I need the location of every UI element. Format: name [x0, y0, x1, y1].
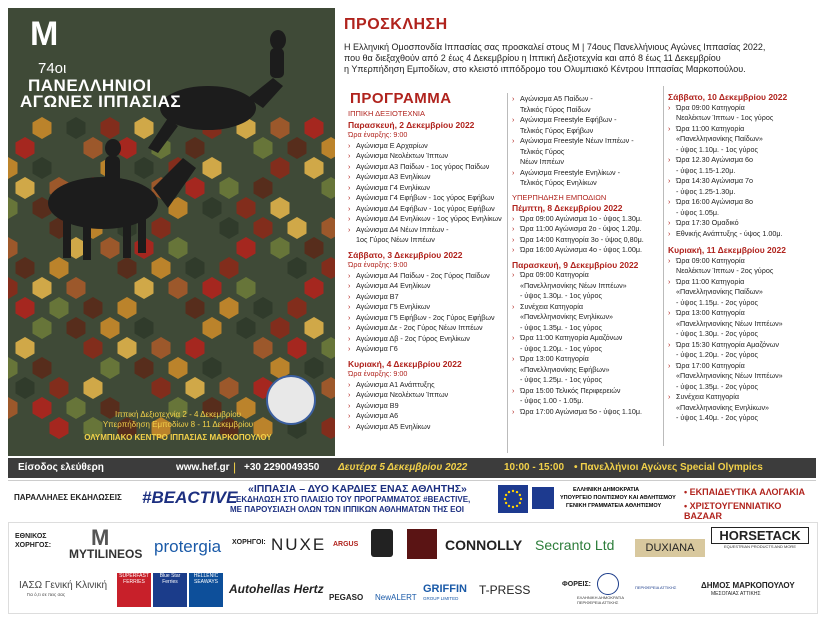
- pattern-hexagon: [237, 237, 256, 259]
- program-item: Τελικός Γύρος Παίδων: [520, 104, 591, 114]
- pattern-hexagon: [186, 337, 205, 359]
- supporters-label: ΦΟΡΕΙΣ:: [562, 581, 592, 588]
- pattern-hexagon: [84, 137, 103, 159]
- program-item: › Αγώνισμα Δ4 Νέων Ιππέων -: [348, 225, 506, 236]
- pattern-hexagon: [16, 337, 35, 359]
- sponsor-argus: ARGUS: [333, 541, 359, 548]
- program-item: › Ώρα 13:00 Κατηγορία: [512, 354, 662, 365]
- program-item: › Ώρα 11:00 Αγώνισμα 2ο - ύψος 1.20μ.: [512, 224, 662, 235]
- sponsor-protergia: protergia: [154, 537, 222, 556]
- pattern-hexagon: [33, 157, 52, 179]
- pattern-hexagon: [67, 117, 86, 139]
- pattern-hexagon: [237, 277, 256, 299]
- pattern-hexagon: [271, 117, 290, 139]
- program-item: › Ώρα 09:00 Κατηγορία: [668, 103, 814, 114]
- pattern-hexagon: [8, 397, 18, 419]
- poster-footer-venue: ΟΛΥΜΠΙΑΚΟ ΚΕΝΤΡΟ ΙΠΠΑΣΙΑΣ ΜΑΡΚΟΠΟΥΛΟΥ: [84, 433, 272, 442]
- program-item: › Ώρα 09:00 Αγώνισμα 1ο - ύψος 1.30μ.: [512, 214, 662, 225]
- pattern-hexagon: [8, 277, 18, 299]
- pattern-hexagon: [288, 297, 307, 319]
- pattern-hexagon: [84, 337, 103, 359]
- program-item: «Πανελληνιονίκης Νέων Ιππέων»: [676, 371, 783, 380]
- pattern-hexagon: [169, 277, 188, 299]
- pattern-hexagon: [152, 257, 171, 279]
- pattern-hexagon: [271, 317, 290, 339]
- eu-star: [505, 502, 507, 504]
- pattern-hexagon: [8, 197, 18, 219]
- pattern-hexagon: [67, 317, 86, 339]
- pattern-hexagon: [169, 237, 188, 259]
- pattern-hexagon: [322, 217, 336, 239]
- day-heading: Σάββατο, 10 Δεκεμβρίου 2022: [668, 92, 788, 102]
- pattern-hexagon: [203, 157, 222, 179]
- program-item: › Ώρα 17:30 Ομαδικό: [668, 218, 814, 229]
- poster-footer-line1: Ιππική Δεξιοτεχνία 2 - 4 Δεκεμβρίου: [114, 410, 242, 419]
- pattern-hexagon: [101, 317, 120, 339]
- program-item: - ύψος 1.25μ. - 1ος γύρος: [520, 375, 602, 384]
- program-item: - ύψος 1.35μ. - 2ος γύρος: [676, 381, 758, 391]
- pattern-hexagon: [16, 297, 35, 319]
- pattern-hexagon: [220, 257, 239, 279]
- sponsor-iaso-tagline: Για ό,τι σε πεις σας: [27, 592, 66, 597]
- program-item: › Ώρα 09:00 Κατηγορία: [512, 270, 662, 281]
- pattern-hexagon: [220, 297, 239, 319]
- program-item: «Πανελληνιονίκης Νέων Ιππέων»: [676, 318, 783, 328]
- sponsors-panel: [8, 522, 818, 614]
- info-bar: Είσοδος ελεύθερη www.hef.gr | +30 2290049350 Δευτέρα 5 Δεκεμβρίου 2022 10:00 - 15:00 • Πανελλήνιοι Αγώνες Special Olympics: [8, 458, 816, 478]
- pattern-hexagon: [203, 317, 222, 339]
- pattern-hexagon: [271, 157, 290, 179]
- eu-star: [520, 498, 522, 500]
- parallel-events-bar: [8, 480, 816, 519]
- program-item: - ύψος 1.25-1.30μ.: [676, 186, 736, 196]
- special-olympics-event: • Πανελλήνιοι Αγώνες Special Olympics: [574, 462, 763, 473]
- eu-star: [512, 506, 514, 508]
- eu-star: [519, 494, 521, 496]
- pattern-hexagon: [305, 157, 324, 179]
- program-item: Νεολέκτων Ίππων - 2ος γύρος: [676, 266, 774, 275]
- sponsor-secranto: Secranto Ltd: [535, 537, 615, 553]
- pattern-hexagon: [220, 377, 239, 399]
- pattern-hexagon: [186, 377, 205, 399]
- beactive-logo: #BEACTIVE: [142, 488, 238, 507]
- sponsor-nuxe: NUXE: [271, 535, 327, 554]
- pattern-hexagon: [16, 257, 35, 279]
- pattern-hexagon: [16, 377, 35, 399]
- pattern-hexagon: [322, 337, 336, 359]
- christmas-bazaar-label: • ΧΡΙΣΤΟΥΓΕΝΝΙΑΤΙΚΟ BAZAAR: [684, 501, 782, 521]
- program-item: › Ώρα 09:00 Κατηγορία: [668, 256, 814, 267]
- eu-flag-icon: [498, 485, 528, 513]
- pattern-hexagon: [169, 357, 188, 379]
- ministry-line3: ΓΕΝΙΚΗ ΓΡΑΜΜΑΤΕΙΑ ΑΘΛΗΤΙΣΜΟΥ: [566, 503, 662, 509]
- pattern-hexagon: [322, 177, 336, 199]
- program-item: › Ώρα 13:00 Κατηγορία: [668, 308, 814, 319]
- eu-star: [516, 491, 518, 493]
- day-heading: Παρασκευή, 9 Δεκεμβρίου 2022: [512, 259, 639, 270]
- pattern-hexagon: [305, 357, 324, 379]
- sponsor-mytilineos: MYTILINEOS: [69, 547, 143, 561]
- day-heading: Κυριακή, 11 Δεκεμβρίου 2022: [668, 245, 786, 255]
- program-item: › Εθνικής Ανάπτυξης - ύψος 1.00μ.: [668, 229, 814, 240]
- poster-footer-line2: Υπερπήδηση Εμποδίων 8 - 11 Δεκεμβρίου: [102, 420, 254, 429]
- sponsors-label: ΧΟΡΗΓΟΙ:: [232, 539, 266, 546]
- pattern-hexagon: [186, 137, 205, 159]
- pattern-hexagon: [84, 377, 103, 399]
- program-item: › Ώρα 14:30 Αγώνισμα 7ο: [668, 176, 814, 187]
- sponsor-duxiana: DUXIANA: [635, 539, 705, 557]
- pattern-hexagon: [101, 357, 120, 379]
- pattern-hexagon: [288, 137, 307, 159]
- parallel-event-title: «ΙΠΠΑΣΙΑ – ΔΥΟ ΚΑΡΔΙΕΣ ΕΝΑΣ ΑΘΛΗΤΗΣ»: [248, 483, 467, 495]
- sponsor-connolly: CONNOLLY: [445, 537, 523, 553]
- program-item: «Πανελληνιονίκης Εφήβων»: [520, 364, 610, 374]
- sport-emblem-icon: [532, 487, 554, 509]
- pattern-hexagon: [101, 117, 120, 139]
- program-item: › Αγώνισμα Freestyle Ενηλίκων -: [512, 168, 662, 179]
- start-time: Ώρα έναρξης: 9:00: [348, 369, 408, 378]
- special-olympics-time: 10:00 - 15:00: [504, 462, 565, 473]
- pattern-hexagon: [271, 197, 290, 219]
- pattern-hexagon: [50, 257, 69, 279]
- program-item: › Ώρα 15:30 Κατηγορία Αμαζόνων: [668, 340, 814, 351]
- program-item: - ύψος 1.30μ. - 1ος γύρος: [520, 291, 602, 300]
- national-sponsor-label: ΕΘΝΙΚΟΣ: [15, 533, 47, 540]
- program-item: › Αγώνισμα Νεολέκτων Ίππων: [348, 151, 506, 162]
- pattern-hexagon: [203, 357, 222, 379]
- program-item: Νεολέκτων Ίππων - 1ος γύρος: [676, 113, 774, 122]
- pattern-hexagon: [254, 297, 273, 319]
- sponsor-newalert: NewALERT: [375, 593, 417, 602]
- pattern-hexagon: [322, 137, 336, 159]
- program-item: › Ώρα 11:00 Κατηγορία Αμαζόνων: [512, 333, 662, 344]
- program-item: › Ώρα 16:00 Αγώνισμα 4ο - ύψος 1.00μ.: [512, 245, 662, 256]
- pattern-hexagon: [8, 237, 18, 259]
- pattern-hexagon: [135, 357, 154, 379]
- program-item: › Αγώνισμα Νεολέκτων Ίππων: [348, 390, 506, 401]
- parallel-event-sub1: ΕΚΔΗΛΩΣΗ ΣΤΟ ΠΛΑΙΣΙΟ ΤΟΥ ΠΡΟΓΡΑΜΜΑΤΟΣ #BEACTIVE,: [236, 495, 471, 504]
- program-item: › Ώρα 12.30 Αγώνισμα 6ο: [668, 155, 814, 166]
- program-item: › Αγώνισμα Α3 Ενηλίκων: [348, 172, 506, 183]
- program-item: «Πανελληνιονίκης Ενηλίκων»: [676, 402, 770, 412]
- pattern-hexagon: [135, 157, 154, 179]
- program-item: - ύψος 1.15μ. - 2ος γύρος: [676, 297, 758, 307]
- eu-star: [505, 494, 507, 496]
- pattern-hexagon: [305, 317, 324, 339]
- program-item: - ύψος 1.35μ. - 1ος γύρος: [520, 322, 602, 332]
- sponsor-crest-icon: [407, 529, 437, 559]
- pattern-hexagon: [203, 277, 222, 299]
- pattern-hexagon: [152, 337, 171, 359]
- pattern-hexagon: [220, 177, 239, 199]
- pattern-hexagon: [33, 277, 52, 299]
- program-item: Τελικός Γύρος Εφήβων: [520, 125, 594, 135]
- pattern-hexagon: [67, 397, 86, 419]
- pattern-hexagon: [33, 117, 52, 139]
- program-item: › Ώρα 17:00 Κατηγορία: [668, 361, 814, 372]
- poster-title-line1: ΠΑΝΕΛΛΗΝΙΟΙ: [28, 76, 152, 95]
- program-item: › Ώρα 14:00 Κατηγορία 3ο - ύψος 0,80μ.: [512, 235, 662, 246]
- pattern-hexagon: [118, 337, 137, 359]
- pattern-hexagon: [305, 237, 324, 259]
- section-dressage: ΙΠΠΙΚΗ ΔΕΞΙΟΤΕΧΝΙΑ: [348, 109, 425, 118]
- day-heading: Πέμπτη, 8 Δεκεμβρίου 2022: [512, 203, 623, 213]
- program-column-2: [512, 94, 662, 417]
- pattern-hexagon: [50, 377, 69, 399]
- program-item: Νέων Ιππέων: [520, 157, 564, 166]
- program-item: › Αγώνισμα Α4 Ενηλίκων: [348, 281, 506, 292]
- event-poster: [8, 8, 335, 456]
- section-show-jumping: ΥΠΕΡΠΗΔΗΣΗ ΕΜΠΟΔΙΩΝ: [512, 192, 607, 202]
- m-logo: M: [30, 15, 59, 53]
- program-item: › Αγώνισμα Α3 Παίδων - 1ος γύρος Παίδων: [348, 162, 506, 173]
- pattern-hexagon: [50, 417, 69, 439]
- program-heading: ΠΡΟΓΡΑΜΜΑ: [350, 90, 452, 107]
- program-item: - ύψος 1.10μ. - 1ος γύρος: [676, 144, 758, 154]
- ministry-line2: ΥΠΟΥΡΓΕΙΟ ΠΟΛΙΤΙΣΜΟΥ ΚΑΙ ΑΘΛΗΤΙΣΜΟΥ: [560, 495, 676, 501]
- pattern-hexagon: [84, 297, 103, 319]
- sponsor-badge-icon: [371, 529, 393, 557]
- day-heading: Σάββατο, 3 Δεκεμβρίου 2022: [348, 249, 463, 260]
- pattern-hexagon: [135, 317, 154, 339]
- pattern-hexagon: [254, 217, 273, 239]
- day-heading: Παρασκευή, 2 Δεκεμβρίου 2022: [348, 119, 475, 130]
- pattern-hexagon: [8, 357, 18, 379]
- sponsor-autohellas: Autohellas Hertz: [229, 582, 324, 596]
- program-item: › Αγώνισμα Β9: [348, 401, 506, 412]
- pattern-hexagon: [237, 317, 256, 339]
- horse-emblem-icon: [267, 376, 315, 424]
- pattern-hexagon: [322, 377, 336, 399]
- pattern-hexagon: [288, 257, 307, 279]
- program-item: › Αγώνισμα Γ5 Ενηλίκων: [348, 302, 506, 313]
- pattern-hexagon: [305, 117, 324, 139]
- program-item: «Πανελληνιονίκης Παίδων»: [676, 287, 763, 296]
- invite-text-line1: Η Ελληνική Ομοσπονδία Ιππασίας σας προσκαλεί στους Μ | 74ους Πανελλήνιους Αγώνες Ιππασίας 2022,: [344, 42, 766, 52]
- program-item: › Αγώνισμα Freestyle Νέων Ιππέων -: [512, 136, 662, 147]
- program-item: - ύψος 1.40μ. - 2ος γύρος: [676, 413, 758, 422]
- phone-number: +30 2290049350: [244, 462, 320, 473]
- sponsor-griffin-sub: GROUP LIMITED: [423, 596, 459, 601]
- pattern-hexagon: [101, 237, 120, 259]
- program-item: - ύψος 1.15-1.20μ.: [676, 165, 736, 175]
- start-time: Ώρα έναρξης: 9:00: [348, 130, 408, 139]
- mytilineos-m-icon: M: [91, 525, 110, 550]
- program-item: › Αγώνισμα Γ4 Εφήβων - 1ος γύρος Εφήβων: [348, 193, 506, 204]
- pattern-hexagon: [16, 177, 35, 199]
- start-time: Ώρα έναρξης: 9:00: [348, 260, 408, 269]
- sponsor-griffin: GRIFFIN: [423, 583, 467, 595]
- sponsor-superfast: SUPERFAST FERRIES: [117, 573, 151, 607]
- pattern-hexagon: [33, 397, 52, 419]
- pattern-hexagon: [135, 277, 154, 299]
- pattern-hexagon: [152, 377, 171, 399]
- eu-star: [508, 491, 510, 493]
- program-item: › Αγώνισμα Α6: [348, 411, 506, 422]
- program-item: «Πανελληνιονίκης Ενηλίκων»: [520, 312, 614, 321]
- program-item: › Αγώνισμα Α4 Παίδων - 2ος Γύρος Παίδων: [348, 271, 506, 282]
- national-sponsor-label-2: ΧΟΡΗΓΟΣ:: [15, 542, 52, 549]
- sponsor-markopoulo: ΔΗΜΟΣ ΜΑΡΚΟΠΟΥΛΟΥ: [701, 581, 795, 590]
- program-panel: [340, 8, 816, 456]
- pattern-hexagon: [220, 217, 239, 239]
- sponsor-markopoulo-sub: ΜΕΣΟΓΑΙΑΣ ΑΤΤΙΚΗΣ: [711, 591, 761, 597]
- sponsor-regional-emblem: ΠΕΡΙΦΕΡΕΙΑ ΑΤΤΙΚΗΣ: [635, 585, 677, 590]
- program-item: › Ώρα 17:00 Αγώνισμα 5ο - ύψος 1.10μ.: [512, 407, 662, 418]
- eu-star: [504, 498, 506, 500]
- program-item: › Αγώνισμα Β7: [348, 292, 506, 303]
- free-entry-label: Είσοδος ελεύθερη: [18, 462, 104, 473]
- pattern-hexagon: [237, 197, 256, 219]
- day-heading: Κυριακή, 4 Δεκεμβρίου 2022: [348, 358, 462, 369]
- program-item: › Αγώνισμα Γ4 Ενηλίκων: [348, 183, 506, 194]
- program-item: › Ώρα 11:00 Κατηγορία: [668, 277, 814, 288]
- pattern-hexagon: [186, 257, 205, 279]
- program-item: › Αγώνισμα Α5 Παίδων -: [512, 94, 662, 105]
- eu-star: [508, 505, 510, 507]
- pattern-hexagon: [135, 117, 154, 139]
- sponsor-bluestar: Blue Star Ferries: [153, 573, 187, 607]
- region-attica: ΠΕΡΙΦΕΡΕΙΑ ΑΤΤΙΚΗΣ: [577, 600, 619, 605]
- program-item: › Συνέχεια Κατηγορία: [668, 392, 814, 403]
- pattern-hexagon: [16, 137, 35, 159]
- program-item: - ύψος 1.05μ.: [676, 207, 720, 217]
- program-item: «Πανελληνιονίκης Νέων Ιππέων»: [520, 280, 627, 290]
- program-item: › Αγώνισμα Γ5 Εφήβων - 2ος Γύρος Εφήβων: [348, 313, 506, 324]
- program-item: › Συνέχεια Κατηγορία: [512, 302, 662, 313]
- sponsor-hellenic-seaways: HELLENIC SEAWAYS: [189, 573, 223, 607]
- region-line1: ΕΛΛΗΝΙΚΗ ΔΗΜΟΚΡΑΤΙΑ: [577, 595, 624, 600]
- educational-ponies-label: • ΕΚΠΑΙΔΕΥΤΙΚΑ ΑΛΟΓΑΚΙΑ: [684, 487, 805, 497]
- program-item: › Αγώνισμα Ε Αρχαρίων: [348, 141, 506, 152]
- pattern-hexagon: [322, 257, 336, 279]
- pattern-hexagon: [152, 217, 171, 239]
- pattern-hexagon: [67, 277, 86, 299]
- program-item: › Αγώνισμα Δβ - 2ος Γύρος Ενηλίκων: [348, 334, 506, 345]
- pattern-hexagon: [305, 277, 324, 299]
- pattern-hexagon: [271, 237, 290, 259]
- program-column-1: [348, 109, 506, 432]
- pattern-hexagon: [50, 297, 69, 319]
- eu-star: [516, 505, 518, 507]
- pattern-hexagon: [33, 357, 52, 379]
- eu-star: [512, 490, 514, 492]
- sponsor-horsetack: HORSETACK EQUESTRIAN PRODUCTS AND MORE: [711, 527, 809, 557]
- program-item: - ύψος 1.00 - 1.05μ.: [520, 396, 584, 405]
- pattern-hexagon: [8, 157, 18, 179]
- pattern-hexagon: [203, 197, 222, 219]
- sponsor-tpress: T-PRESS: [479, 583, 531, 597]
- program-item: 1ος Γύρος Νέων Ιππέων: [356, 235, 435, 244]
- pattern-hexagon: [254, 337, 273, 359]
- invite-text-line2: που θα διεξαχθούν από 2 έως 4 Δεκεμβρίου η Ιππική Δεξιοτεχνία και από 8 έως 11 Δεκεμβρίου: [344, 53, 721, 63]
- program-item: › Αγώνισμα Δ4 Εφήβων - 1ος γύρος Εφήβων: [348, 204, 506, 215]
- website-link[interactable]: www.hef.gr: [176, 462, 230, 473]
- program-item: «Πανελληνιονίκης Παίδων»: [676, 134, 763, 143]
- sponsor-iaso: ΙΑΣΩ Γενική Κλινική: [19, 580, 108, 591]
- pattern-hexagon: [33, 317, 52, 339]
- invite-text-line3: η Υπερπήδηση Εμποδίων, στο κλειστό ιππόδρομο του Ολυμπιακό Κέντρου Ιππασίας Μαρκοπούλου.: [344, 64, 746, 74]
- pattern-hexagon: [288, 337, 307, 359]
- pattern-hexagon: [186, 177, 205, 199]
- program-item: › Ώρα 15:00 Τελικός Περιφερειών: [512, 386, 662, 397]
- ministry-line1: ΕΛΛΗΝΙΚΗ ΔΗΜΟΚΡΑΤΙΑ: [573, 487, 640, 493]
- pattern-hexagon: [254, 177, 273, 199]
- edition-number: 74οι: [38, 60, 67, 77]
- parallel-event-sub2: ΜΕ ΠΑΡΟΥΣΙΑΣΗ ΟΛΩΝ ΤΩΝ ΙΠΠΙΚΩΝ ΑΘΛΗΜΑΤΩΝ ΤΗΣ ΕΟΙ: [230, 505, 464, 514]
- pattern-hexagon: [186, 297, 205, 319]
- pattern-hexagon: [118, 257, 137, 279]
- program-item: - ύψος 1.20μ. - 1ος γύρος: [520, 343, 602, 353]
- sponsor-pegaso: PEGASO: [329, 593, 364, 602]
- program-item: Τελικός Γύρος: [520, 146, 565, 156]
- program-item: - ύψος 1.30μ. - 2ος γύρος: [676, 329, 758, 338]
- program-item: › Αγώνισμα Δ4 Ενηλίκων - 1ος γύρος Ενηλίκων: [348, 214, 506, 225]
- program-item: › Αγώνισμα Α5 Ενηλίκων: [348, 422, 506, 433]
- program-item: › Αγώνισμα Δε - 2ος Γύρος Νέων Ιππέων: [348, 323, 506, 334]
- program-item: › Αγώνισμα Freestyle Εφήβων -: [512, 115, 662, 126]
- program-item: › Αγώνισμα Α1 Ανάπτυξης: [348, 380, 506, 391]
- pattern-hexagon: [118, 297, 137, 319]
- poster-title-line2: ΑΓΩΝΕΣ ΙΠΠΑΣΙΑΣ: [20, 92, 182, 111]
- program-item: › Αγώνισμα Γ6: [348, 344, 506, 355]
- program-item: Τελικός Γύρος Ενηλίκων: [520, 178, 597, 187]
- program-item: - ύψος 1.20μ. - 2ος γύρος: [676, 350, 758, 359]
- program-item: › Ώρα 16:00 Αγώνισμα 8ο: [668, 197, 814, 208]
- program-item: › Ώρα 11:00 Κατηγορία: [668, 124, 814, 135]
- program-column-3: [668, 92, 814, 424]
- greek-emblem-icon: [597, 573, 619, 595]
- special-olympics-date: Δευτέρα 5 Δεκεμβρίου 2022: [338, 462, 468, 473]
- pattern-hexagon: [288, 217, 307, 239]
- invite-heading: ΠΡΟΣΚΛΗΣΗ: [344, 16, 448, 33]
- eu-star: [519, 502, 521, 504]
- parallel-events-label: ΠΑΡΑΛΛΗΛΕΣ ΕΚΔΗΛΩΣΕΙΣ: [14, 493, 122, 502]
- pattern-hexagon: [254, 137, 273, 159]
- pattern-hexagon: [322, 417, 336, 439]
